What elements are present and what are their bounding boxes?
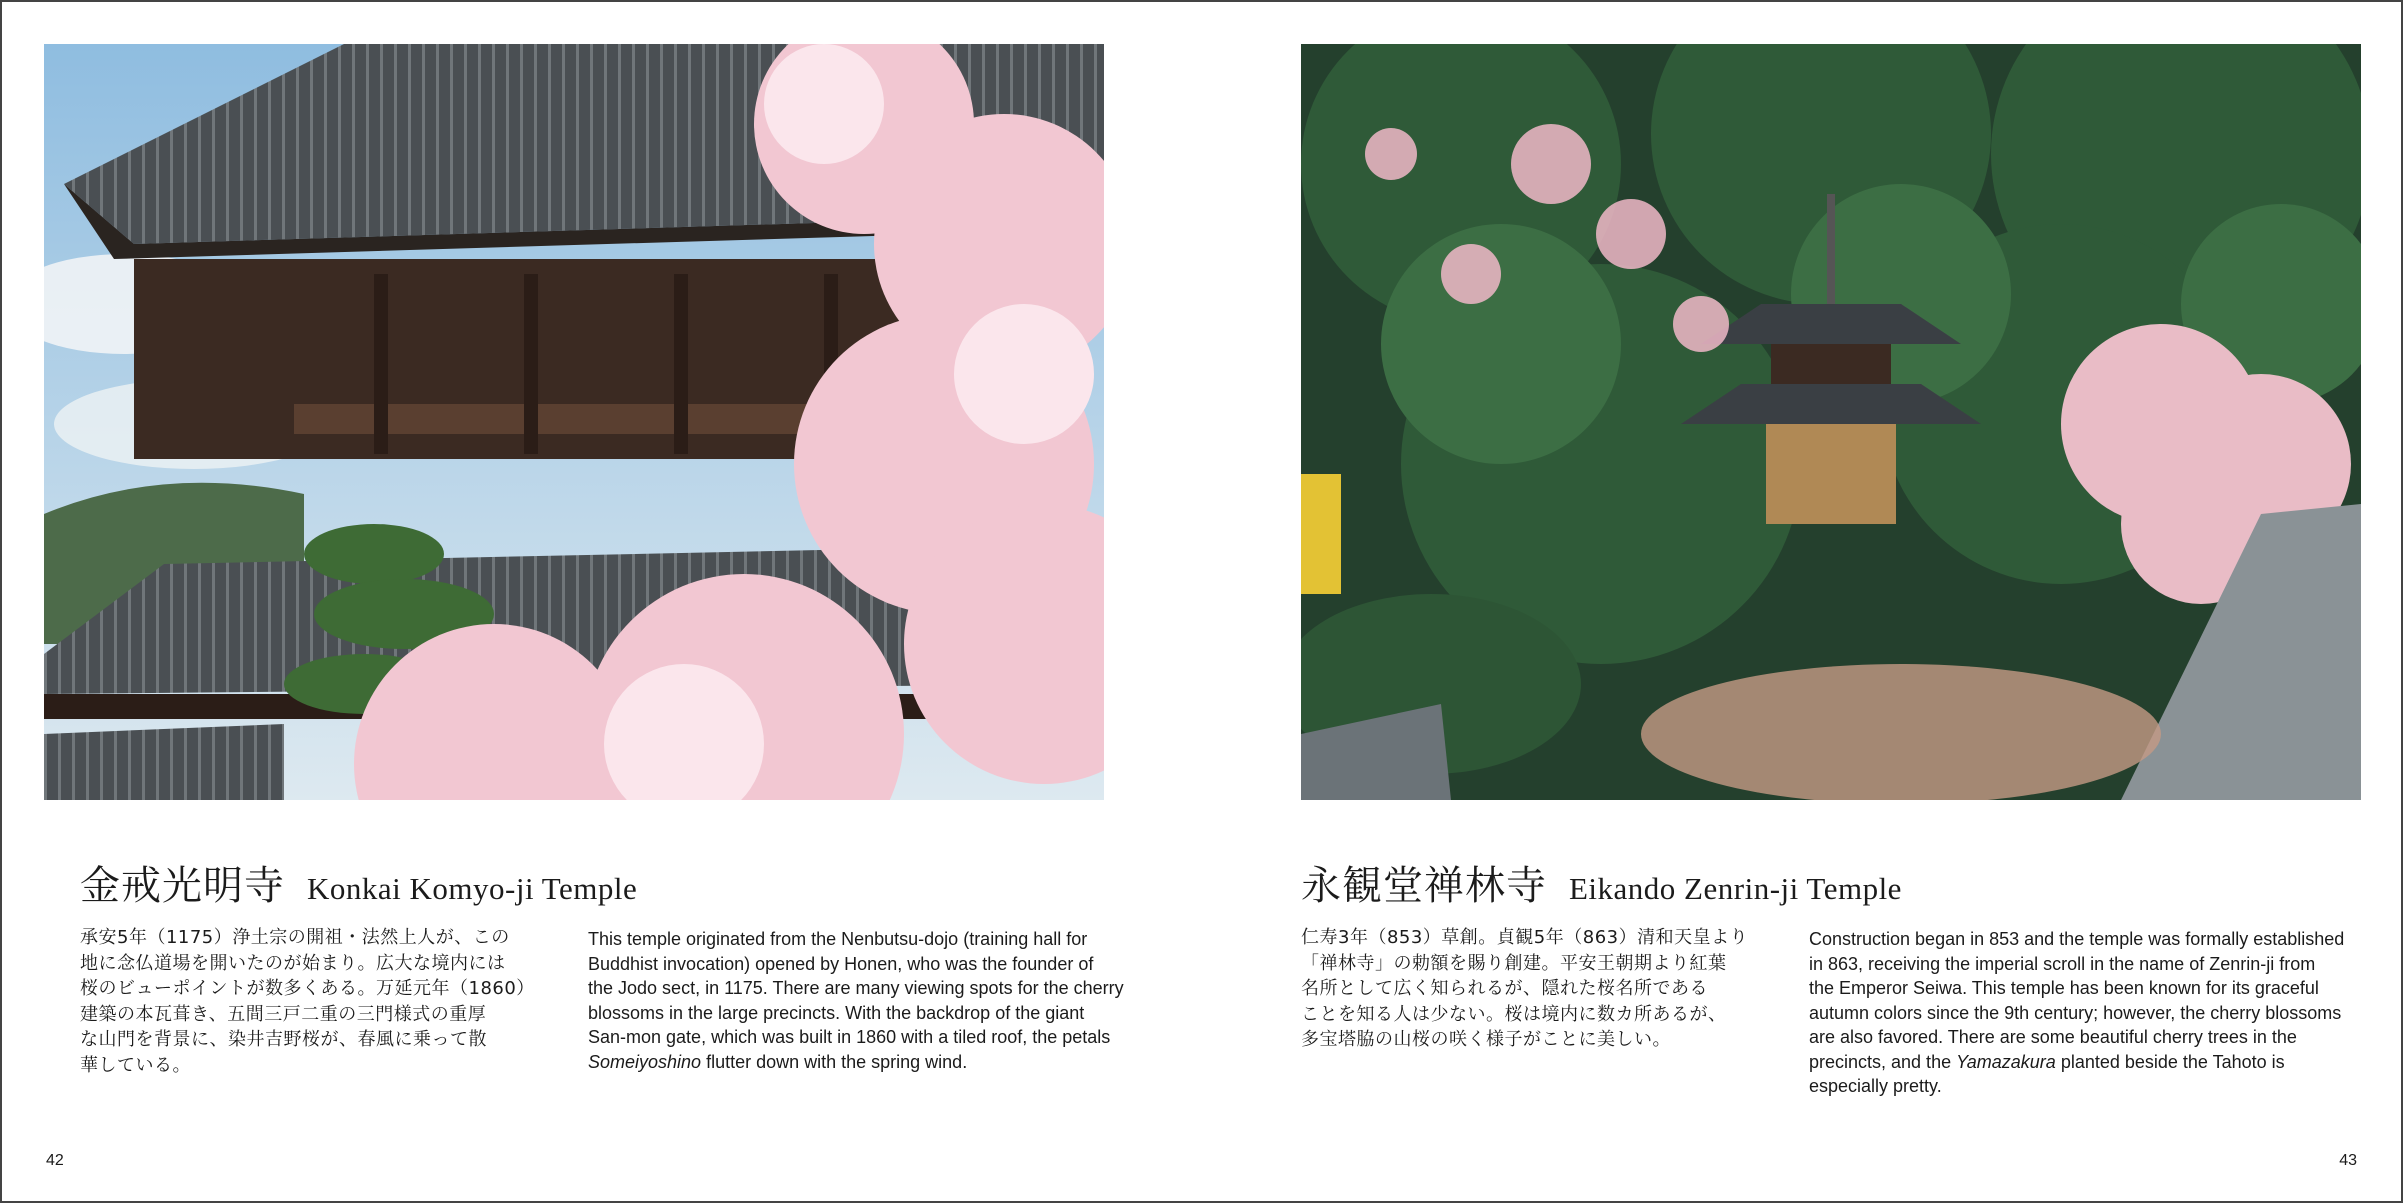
text-line: especially pretty. (1809, 1076, 1942, 1096)
left-body-japanese (80, 925, 560, 1078)
text-line: ことを知る人は少ない。桜は境内に数カ所あるが、 (1301, 1003, 1727, 1025)
text-line: 桜のビューポイントが数多くある。万延元年（1860） (80, 978, 535, 999)
text-fragment: precincts, and the (1809, 1051, 1957, 1072)
text-line: 名所として広く知られるが、隠れた桜名所である (1301, 978, 1708, 999)
pagoda-forest-illustration (1301, 44, 2361, 800)
temple-gate-illustration (44, 44, 1104, 800)
right-body-english (1809, 927, 2345, 1099)
text-line: 地に念仏道場を開いたのが始まり。広大な境内には (80, 952, 506, 974)
text-line: in 863, receiving the imperial scroll in the name of Zenrin-ji from (1809, 953, 2316, 974)
text-line: This temple originated from the Nenbutsu-dojo (training hall for (588, 929, 1088, 949)
page-number-left: 42 (46, 1152, 64, 1169)
text-line: 建築の本瓦葺き、五間三戸二重の三門様式の重厚 (80, 1003, 487, 1025)
text-line: Buddhist invocation) opened by Honen, who was the founder of (588, 953, 1094, 974)
text-line: な山門を背景に、染井吉野桜が、春風に乗って散 (80, 1029, 487, 1050)
photo-tahoto-pagoda-forest (1301, 44, 2361, 800)
left-body-english (588, 927, 1124, 1074)
right-title (1301, 854, 1902, 911)
text-line: the Emperor Seiwa. This temple has been known for its graceful (1809, 978, 2319, 998)
text-line: are also favored. There are some beautiful cherry trees in the (1809, 1027, 2297, 1047)
page-number-right: 43 (2339, 1152, 2357, 1169)
text-line: Construction began in 853 and the temple was formally established (1809, 929, 2345, 949)
title-japanese: 金戒光明寺 (80, 863, 285, 909)
text-line: San-mon gate, which was built in 1860 with a tiled roof, the petals (588, 1027, 1111, 1047)
right-body-japanese (1301, 925, 1781, 1053)
text-line (1809, 1050, 2339, 1075)
text-line: blossoms in the large precincts. With the backdrop of the giant (588, 1002, 1085, 1023)
text-line (588, 1050, 1118, 1075)
text-fragment: planted beside the Tahoto is (2055, 1051, 2285, 1072)
title-english: Eikando Zenrin-ji Temple (1569, 871, 1902, 906)
text-line: 仁寿3年（853）草創。貞観5年（863）清和天皇より (1301, 927, 1749, 948)
italic-term: Yamazakura (1956, 1051, 2056, 1072)
title-english: Konkai Komyo-ji Temple (307, 871, 638, 906)
text-line: 「禅林寺」の勅額を賜り創建。平安王朝期より紅葉 (1301, 952, 1727, 974)
text-line: the Jodo sect, in 1175. There are many viewing spots for the cherry (588, 978, 1124, 998)
text-line: 承安5年（1175）浄土宗の開祖・法然上人が、この (80, 927, 510, 948)
text-line: autumn colors since the 9th century; however, the cherry blossoms (1809, 1002, 2342, 1023)
italic-term: Someiyoshino (588, 1051, 702, 1072)
title-japanese: 永観堂禅林寺 (1301, 863, 1547, 909)
left-title (80, 854, 637, 911)
text-line: 華している。 (80, 1054, 191, 1076)
text-line: 多宝塔脇の山桜の咲く様子がことに美しい。 (1301, 1029, 1671, 1050)
text-fragment: flutter down with the spring wind. (701, 1051, 968, 1072)
photo-temple-gate-cherry-blossoms (44, 44, 1104, 800)
